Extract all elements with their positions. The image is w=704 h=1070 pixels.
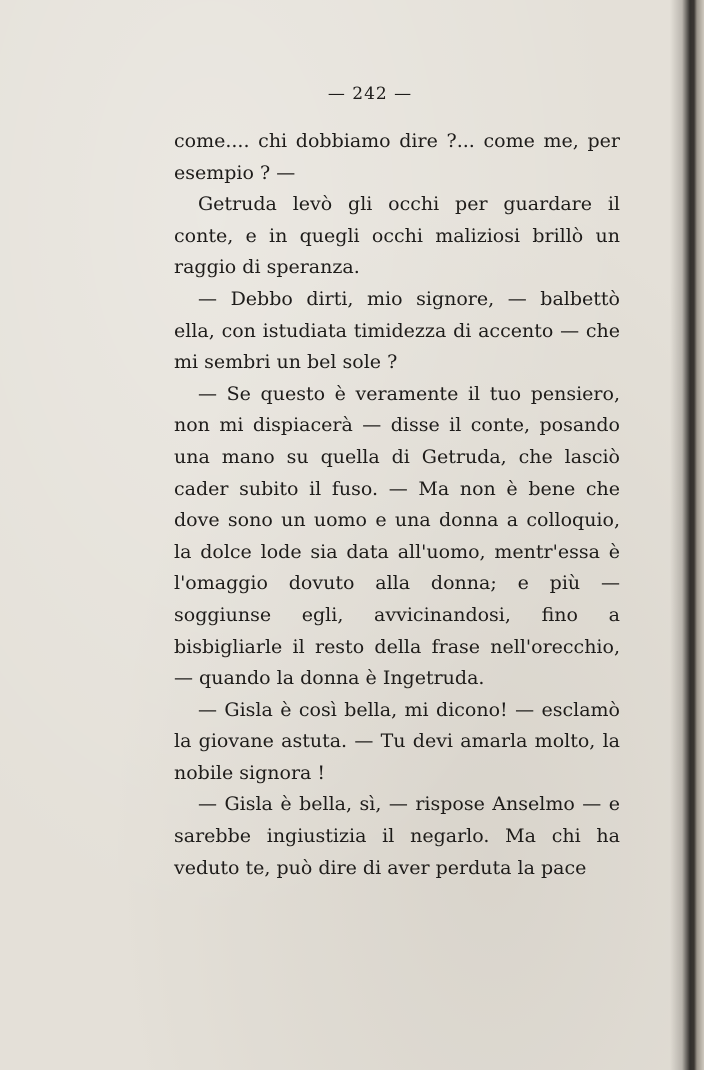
paragraph-5: — Gisla è così bella, mi dicono! — esclamò la giovane astuta. — Tu devi amarla molto, la nobile signora ! [174, 698, 620, 784]
paragraph-4: — Se questo è veramente il tuo pensiero, non mi dispiacerà — disse il conte, posando una mano su quella di Getruda, che lasciò cader subito il fuso. — Ma non è bene che dove sono un uomo e una donna a colloquio, la dolce lode sia data all'uomo, mentr'essa è l'omaggio dovuto alla donna; e più — soggiunse egli, avvicinandosi, fino a bisbigliarle il resto della frase nell'orecchio, — quando la donna è Ingetruda. [174, 382, 620, 690]
paragraph-3: — Debbo dirti, mio signore, — balbettò ella, con istudiata timidezza di accento — che mi sembri un bel sole ? [174, 287, 620, 374]
paragraph-1: come.... chi dobbiamo dire ?... come me, per esempio ? — [174, 130, 620, 184]
paragraph-2: Getruda levò gli occhi per guardare il conte, e in quegli occhi maliziosi brillò un raggio di speranza. [174, 193, 620, 279]
page-number: — 242 — [327, 84, 413, 104]
paragraph-6: — Gisla è bella, sì, — rispose Anselmo — e sarebbe ingiustizia il negarlo. Ma chi ha veduto te, può dire di aver perduta la pace [174, 793, 620, 879]
book-binding-edge [670, 0, 704, 1070]
body-text [174, 126, 620, 884]
